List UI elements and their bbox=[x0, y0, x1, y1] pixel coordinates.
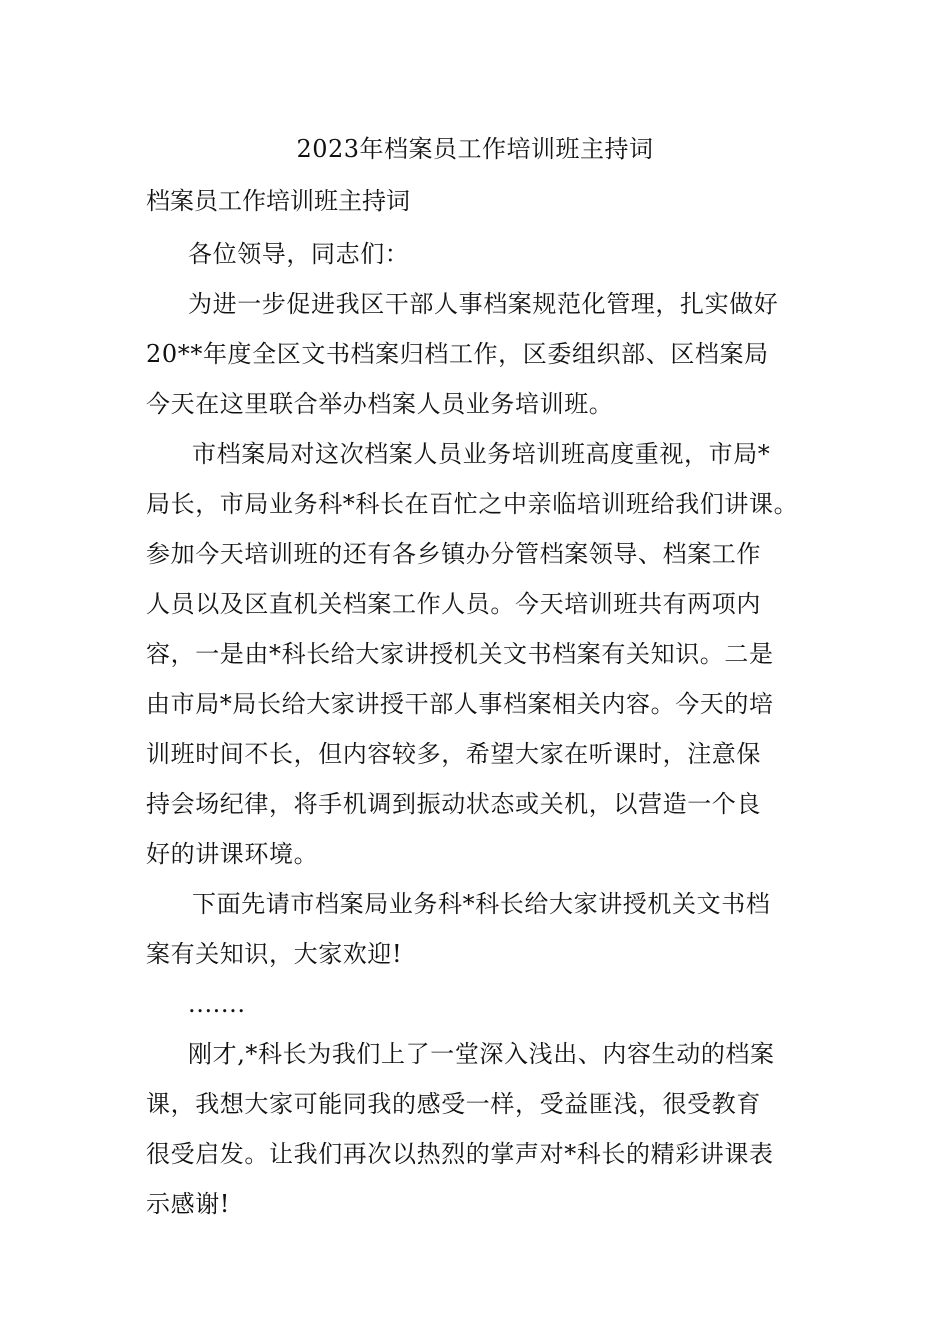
paragraph-line: 容，一是由*科长给大家讲授机关文书档案有关知识。二是 bbox=[146, 640, 774, 668]
paragraph-line: 很受启发。让我们再次以热烈的掌声对*科长的精彩讲课表 bbox=[146, 1140, 774, 1168]
paragraph-line: 刚才,*科长为我们上了一堂深入浅出、内容生动的档案 bbox=[188, 1040, 775, 1068]
greeting-line: 各位领导，同志们： bbox=[188, 240, 410, 268]
document-body bbox=[146, 229, 818, 1229]
paragraph-line: 20**年度全区文书档案归档工作，区委组织部、区档案局 bbox=[146, 340, 769, 368]
paragraph-line: 由市局*局长给大家讲授干部人事档案相关内容。今天的培 bbox=[146, 690, 774, 718]
paragraph-line: 市档案局对这次档案人员业务培训班高度重视，市局* bbox=[192, 440, 771, 468]
paragraph-line: 训班时间不长，但内容较多，希望大家在听课时，注意保 bbox=[146, 740, 761, 768]
paragraph-line: 持会场纪律，将手机调到振动状态或关机，以营造一个良 bbox=[146, 790, 761, 818]
ellipsis-line: ....... bbox=[188, 990, 246, 1018]
paragraph-line: 今天在这里联合举办档案人员业务培训班。 bbox=[146, 390, 614, 418]
document-subtitle: 档案员工作培训班主持词 bbox=[146, 187, 410, 215]
paragraph-line: 局长，市局业务科*科长在百忙之中亲临培训班给我们讲课。 bbox=[146, 490, 799, 518]
paragraph-line: 人员以及区直机关档案工作人员。今天培训班共有两项内 bbox=[146, 590, 761, 618]
paragraph-line: 案有关知识，大家欢迎! bbox=[146, 940, 403, 968]
paragraph-line: 参加今天培训班的还有各乡镇办分管档案领导、档案工作 bbox=[146, 540, 761, 568]
paragraph-line: 好的讲课环境。 bbox=[146, 840, 319, 868]
paragraph-line: 下面先请市档案局业务科*科长给大家讲授机关文书档 bbox=[192, 890, 771, 918]
paragraph-line: 为进一步促进我区干部人事档案规范化管理，扎实做好 bbox=[188, 290, 779, 318]
paragraph-line: 示感谢! bbox=[146, 1190, 231, 1218]
document-title: 2023年档案员工作培训班主持词 bbox=[296, 135, 654, 163]
paragraph-line: 课，我想大家可能同我的感受一样，受益匪浅，很受教育 bbox=[146, 1090, 761, 1118]
